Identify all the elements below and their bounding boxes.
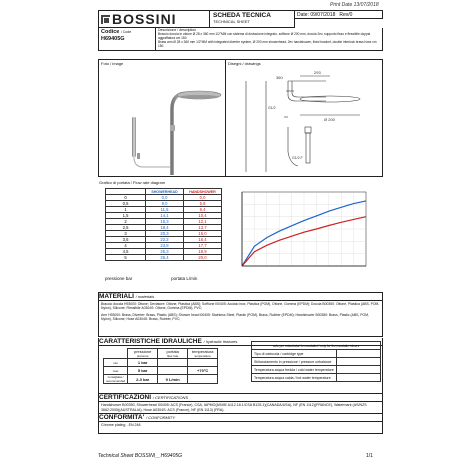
flow-cell: 8,4 bbox=[184, 207, 222, 213]
flow-cell: 23,8 bbox=[146, 243, 184, 249]
flow-cell: 20,0 bbox=[184, 255, 222, 261]
flow-cell: 16,4 bbox=[184, 237, 222, 243]
dim-label: G1/2 bbox=[268, 106, 276, 110]
description-label: Descrizione / description bbox=[158, 28, 197, 32]
flow-cell: 2 bbox=[106, 219, 146, 225]
rev-label: Rev/0 bbox=[339, 12, 353, 18]
hydraulic-cell bbox=[188, 359, 218, 367]
flow-cell: 11,5 bbox=[146, 207, 184, 213]
product-photo bbox=[99, 67, 227, 177]
thermo-row bbox=[252, 374, 381, 382]
flow-chart bbox=[230, 188, 370, 276]
hydraulic-cell: min bbox=[104, 359, 128, 367]
flow-cell: 22,2 bbox=[146, 237, 184, 243]
footer-page: 1/1 bbox=[366, 453, 373, 459]
materials-en: Arm H93000: Brass; Diverter: Brass, Plastic (ABS); Shower head I00405: Stainless Steel, Plastic (POM), Brass, Rubber (EPDM); Handshower B00350: Brass, Plastic (ABS, POM, Nylon), Silicone; Hose A0304S: Brass, Rubber, PVC; bbox=[101, 312, 369, 322]
thermo-label: Temperatura acqua fredda / cold water temperature bbox=[252, 366, 337, 374]
hydraulic-cell: max bbox=[104, 367, 128, 375]
flow-cell: 1 bbox=[106, 207, 146, 213]
description-en: Brass arm Ø 28 x 360 mm 1/2"MM with integrated diverter system, Ø 200 mm showerhead, 2ev handshower, fixed bracket, double interlock brass hose cm 150. bbox=[158, 39, 377, 48]
description-it: Braccio doccia in ottone Ø 28 x 360 mm 1/2"MM con sistema di deviazione integrato, soffione Ø 200 mm, doccia 2ev, supporto fisso e flessibile doppia aggraffatura cm 150. bbox=[158, 31, 371, 40]
flow-cell: 18,9 bbox=[184, 249, 222, 255]
description-box bbox=[156, 28, 383, 51]
hydraulic-table bbox=[103, 348, 218, 384]
flow-cell: 3,5 bbox=[106, 237, 146, 243]
flow-cell: 2,5 bbox=[106, 225, 146, 231]
dim-label: Ø 200 bbox=[324, 117, 335, 122]
certifications-text: Handshower B00350, Showerhead I00405: ACS (France), CSA, IAPMO(ASME A112.18.1/CSA B125.1)(CANADA/USA), NF (EN 1112)(FRANCE), Watermark (AS/NZS 3662:2005)(AUSTRALIA), Hose A0304S: ACS (France), NF (EN 1113) (FRA). bbox=[101, 403, 367, 412]
flow-cell: 0,5 bbox=[106, 201, 146, 207]
flow-cell: 15,0 bbox=[184, 231, 222, 237]
hydraulic-cell: 5 bar bbox=[128, 367, 158, 375]
thermo-label: Temperatura acqua calda / hot water temperature bbox=[252, 374, 337, 382]
sheet-title bbox=[210, 10, 295, 28]
hydraulic-col-header: temperatura temperature bbox=[188, 349, 218, 359]
flow-cell: 14,1 bbox=[146, 213, 184, 219]
thermo-row bbox=[252, 366, 381, 374]
thermo-value bbox=[337, 374, 381, 382]
hydraulic-cell: 1 bar bbox=[128, 359, 158, 367]
hydraulic-cell bbox=[188, 375, 218, 384]
drawing-label: Disegni / drawings bbox=[228, 61, 261, 66]
thermo-value bbox=[337, 366, 381, 374]
flow-cell: 18,4 bbox=[146, 225, 184, 231]
flow-cell: 1,5 bbox=[106, 213, 146, 219]
flow-graph-label: Grafico di portata / Flow rate diagram bbox=[99, 180, 166, 185]
thermo-header: solo per miscelatori termostatici / only for thermostatic mixers bbox=[252, 342, 381, 350]
hydraulic-row bbox=[104, 375, 218, 384]
flow-header-cell: SHOWERHEAD bbox=[146, 189, 184, 195]
thermo-row bbox=[252, 350, 381, 358]
materials-it: Braccio doccia H93000: Ottone; Deviatore: Ottone, Plastica (ABS); Soffione I00405: Acciaio inox, Plastica (POM), Ottone, Gomma (EPDM); Doccia B00350: Ottone, Plastica (ABS, POM, Nylon), Silicone; Flessibile A0304S: Ottone, Gomma (EPDM), PVC; bbox=[101, 302, 380, 311]
flow-cell: 4 bbox=[106, 243, 146, 249]
hydraulic-col-header: pressione pressure bbox=[128, 349, 158, 359]
flow-cell: 20,3 bbox=[146, 231, 184, 237]
logo-text: BOSSINI bbox=[112, 11, 177, 27]
code-box bbox=[98, 28, 156, 51]
flow-cell: 13,7 bbox=[184, 225, 222, 231]
dim-label: G1/2 F bbox=[292, 156, 303, 160]
technical-drawing bbox=[226, 67, 383, 177]
flow-table-row bbox=[106, 213, 222, 219]
flow-cell: 8,0 bbox=[146, 201, 184, 207]
code-label: Codice / Code bbox=[101, 29, 132, 35]
hydraulic-cell bbox=[158, 359, 188, 367]
certifications-title: CERTIFICAZIONI / CERTIFICATIONS bbox=[99, 394, 382, 402]
drawing-panel bbox=[226, 59, 383, 177]
footer-left: Technical Sheet BOSSINI__H69405G bbox=[98, 453, 183, 459]
flow-rate-table bbox=[105, 188, 222, 261]
materials-section bbox=[98, 292, 383, 337]
conformity-text: Chrome plating - EN 248 bbox=[101, 423, 141, 428]
hydraulic-row bbox=[104, 359, 218, 367]
conformity-title: CONFORMITA' / CONFORMITY bbox=[99, 413, 382, 422]
photo-label: Foto / image bbox=[101, 61, 124, 66]
thermostatic-table bbox=[251, 341, 381, 382]
flow-cell: 5,8 bbox=[184, 201, 222, 207]
flow-cell: 5 bbox=[106, 255, 146, 261]
thermo-value bbox=[337, 358, 381, 366]
thermo-value bbox=[337, 350, 381, 358]
thermo-label: Sbilanciamento in pressione / pressure unbalance bbox=[252, 358, 337, 366]
thermo-row bbox=[252, 358, 381, 366]
code-value: H69405G bbox=[101, 36, 125, 42]
empty-cell bbox=[104, 349, 128, 359]
hydraulic-cell: 9 L/min bbox=[158, 375, 188, 384]
dim-label: 293 bbox=[314, 70, 321, 75]
thermo-label: Tipo di cartuccia / cartridge type bbox=[252, 350, 337, 358]
hydraulic-header-row bbox=[104, 349, 218, 359]
hydraulic-section bbox=[98, 338, 383, 394]
flow-table-row bbox=[106, 201, 222, 207]
dim-label: 360 bbox=[276, 75, 283, 80]
flow-cell: 10,4 bbox=[184, 213, 222, 219]
flow-cell: 0,0 bbox=[146, 195, 184, 201]
flow-cell: 0 bbox=[106, 195, 146, 201]
title-it: SCHEDA TECNICA bbox=[213, 12, 271, 19]
date-label: Date: 09/07/2018 bbox=[297, 12, 336, 18]
pressure-axis-label: pressione bar bbox=[105, 276, 133, 281]
thermo-header-row bbox=[252, 342, 381, 350]
hydraulic-col-header: portata flow rate bbox=[158, 349, 188, 359]
hydraulic-row bbox=[104, 367, 218, 375]
flow-table-row bbox=[106, 255, 222, 261]
logo-square-icon bbox=[101, 15, 110, 24]
hydraulic-cell: 2-3 bar bbox=[128, 375, 158, 384]
print-date: Print Date 13/07/2018 bbox=[330, 2, 379, 8]
flow-table-row bbox=[106, 237, 222, 243]
flow-cell: 25,3 bbox=[146, 249, 184, 255]
hydraulic-title: CARATTERISTICHE IDRAULICHE / hydraulic features bbox=[99, 338, 382, 346]
photo-panel bbox=[98, 59, 226, 177]
flow-cell: 17,7 bbox=[184, 243, 222, 249]
hydraulic-cell: +70°C bbox=[188, 367, 218, 375]
flow-cell: 4,5 bbox=[106, 249, 146, 255]
flow-cell: 3 bbox=[106, 231, 146, 237]
flow-table-row bbox=[106, 225, 222, 231]
materials-title: MATERIALI / materials bbox=[99, 293, 382, 301]
flow-cell: 16,3 bbox=[146, 219, 184, 225]
brand-logo bbox=[98, 10, 210, 28]
header bbox=[98, 10, 383, 56]
date-rev bbox=[295, 10, 383, 19]
title-en: TECHNICAL SHEET bbox=[213, 19, 250, 24]
flow-cell: 12,1 bbox=[184, 219, 222, 225]
flow-cell: 26,4 bbox=[146, 255, 184, 261]
flow-header-cell: HANDSHOWER bbox=[184, 189, 222, 195]
flow-table-row bbox=[106, 249, 222, 255]
flow-axis-label: portata L/min bbox=[171, 276, 198, 281]
hydraulic-cell bbox=[158, 367, 188, 375]
hydraulic-cell: consigliata / recommended bbox=[104, 375, 128, 384]
flow-cell: 0,0 bbox=[184, 195, 222, 201]
certifications-section bbox=[98, 394, 383, 434]
flow-footer bbox=[105, 276, 222, 281]
